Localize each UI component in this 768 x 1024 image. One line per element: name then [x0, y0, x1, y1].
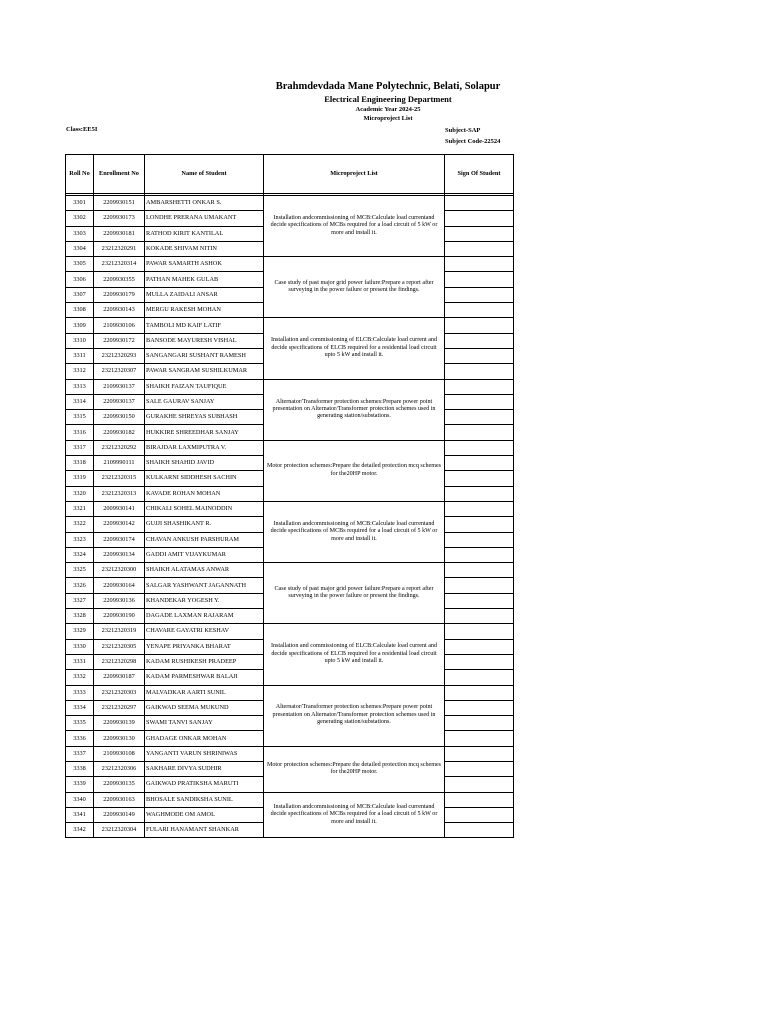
enrollment-no-cell: 23212320306 [94, 761, 145, 776]
student-name-cell: MULLA ZAIDALI ANSAR [145, 287, 264, 302]
roll-no-cell: 3342 [66, 823, 94, 838]
sign-cell[interactable] [445, 761, 514, 776]
sign-cell[interactable] [445, 379, 514, 394]
microproject-cell: Motor protection schemes:Prepare the detailed protection mcq schemes for the20HP motor. [264, 440, 445, 501]
student-name-cell: BHOSALE SANDIKSHA SUNIL [145, 792, 264, 807]
roll-no-cell: 3325 [66, 563, 94, 578]
roll-no-cell: 3338 [66, 761, 94, 776]
enrollment-no-cell: 2209930164 [94, 578, 145, 593]
enrollment-no-cell: 2209930142 [94, 517, 145, 532]
header-enrollment-no: Enrollment No [94, 155, 145, 194]
microproject-cell: Installation and commissioning of ELCB:Calculate load current and decide specifications of ELCB required for a residential load circuit upto 5 kW and install it. [264, 318, 445, 379]
student-name-cell: GUJJI SHASHIKANT R. [145, 517, 264, 532]
roll-no-cell: 3327 [66, 593, 94, 608]
class-label: Class:EE5I [66, 126, 98, 133]
student-name-cell: CHAVAN ANKUSH PARSHURAM [145, 532, 264, 547]
enrollment-no-cell: 2209930181 [94, 226, 145, 241]
sign-cell[interactable] [445, 226, 514, 241]
enrollment-no-cell: 2209930143 [94, 303, 145, 318]
roll-no-cell: 3317 [66, 440, 94, 455]
enrollment-no-cell: 2109930106 [94, 318, 145, 333]
student-name-cell: KOKADE SHIVAM NITIN [145, 241, 264, 256]
student-name-cell: GAIKWAD PRATIKSHA MARUTI [145, 777, 264, 792]
table-row [66, 563, 514, 578]
table-row [66, 685, 514, 700]
roll-no-cell: 3320 [66, 486, 94, 501]
institute-title: Brahmdevdada Mane Polytechnic, Belati, Solapur [275, 81, 501, 92]
student-name-cell: SAKHARE DIVYA SUDHIR [145, 761, 264, 776]
roll-no-cell: 3321 [66, 501, 94, 516]
subject-code-label: Subject Code-22524 [445, 138, 501, 145]
roll-no-cell: 3337 [66, 746, 94, 761]
header-roll-no: Roll No [66, 155, 94, 194]
enrollment-no-cell: 2209930163 [94, 792, 145, 807]
roll-no-cell: 3312 [66, 364, 94, 379]
student-name-cell: WAGHMODE OM AMOL [145, 807, 264, 822]
sign-cell[interactable] [445, 486, 514, 501]
student-name-cell: SHAIKH ALATAMAS ANWAR [145, 563, 264, 578]
enrollment-no-cell: 23212320304 [94, 823, 145, 838]
enrollment-no-cell: 2209930190 [94, 609, 145, 624]
student-name-cell: GADDI AMIT VIJAYKUMAR [145, 547, 264, 562]
roll-no-cell: 3311 [66, 348, 94, 363]
enrollment-no-cell: 2209930139 [94, 716, 145, 731]
sign-cell[interactable] [445, 609, 514, 624]
sign-cell[interactable] [445, 303, 514, 318]
roll-no-cell: 3341 [66, 807, 94, 822]
student-name-cell: GURAKHE SHREYAS SUBHASH [145, 410, 264, 425]
sign-cell[interactable] [445, 670, 514, 685]
roll-no-cell: 3304 [66, 241, 94, 256]
enrollment-no-cell: 2209930182 [94, 425, 145, 440]
microproject-cell: Case study of past major grid power failure:Prepare a report after surveying in the power failure or present the findings. [264, 257, 445, 318]
table-row [66, 624, 514, 639]
microproject-cell: Alternator/Transformer protection schemes:Prepare power point presentation on Alternator/Transformer protection schemes used in generating station/substations. [264, 379, 445, 440]
header-name: Name of Student [145, 155, 264, 194]
enrollment-no-cell: 2209930150 [94, 410, 145, 425]
roll-no-cell: 3316 [66, 425, 94, 440]
department-title: Electrical Engineering Department [324, 94, 452, 104]
student-name-cell: PAWAR SANGRAM SUSHILKUMAR [145, 364, 264, 379]
sign-cell[interactable] [445, 639, 514, 654]
sign-cell[interactable] [445, 287, 514, 302]
roll-no-cell: 3314 [66, 394, 94, 409]
student-name-cell: KULKARNI SIDDHESH SACHIN [145, 471, 264, 486]
enrollment-no-cell: 2109930108 [94, 746, 145, 761]
roll-no-cell: 3315 [66, 410, 94, 425]
enrollment-no-cell: 2109990111 [94, 456, 145, 471]
student-name-cell: SHAIKH SHAHID JAVID [145, 456, 264, 471]
student-name-cell: GHADAGE ONKAR MOHAN [145, 731, 264, 746]
roll-no-cell: 3324 [66, 547, 94, 562]
roll-no-cell: 3340 [66, 792, 94, 807]
table-row [66, 257, 514, 272]
student-name-cell: YANGANTI VARUN SHRINIWAS [145, 746, 264, 761]
student-name-cell: BIRAJDAR LAXMIPUTRA V. [145, 440, 264, 455]
sign-cell[interactable] [445, 333, 514, 348]
sign-cell[interactable] [445, 624, 514, 639]
sign-cell[interactable] [445, 272, 514, 287]
student-name-cell: KAVADE ROHAN MOHAN [145, 486, 264, 501]
roll-no-cell: 3335 [66, 716, 94, 731]
enrollment-no-cell: 2209930149 [94, 807, 145, 822]
table-body [66, 194, 514, 838]
sign-cell[interactable] [445, 440, 514, 455]
table-row [66, 196, 514, 211]
student-name-cell: PAWAR SAMARTH ASHOK [145, 257, 264, 272]
enrollment-no-cell: 2209930187 [94, 670, 145, 685]
header-microproject: Microproject List [264, 155, 445, 194]
sign-cell[interactable] [445, 700, 514, 715]
student-name-cell: HUKKIRE SHREEDHAR SANJAY [145, 425, 264, 440]
sign-cell[interactable] [445, 196, 514, 211]
student-name-cell: SHAIKH FAIZAN TAUFIQUE [145, 379, 264, 394]
roll-no-cell: 3322 [66, 517, 94, 532]
sign-cell[interactable] [445, 746, 514, 761]
enrollment-no-cell: 23212320293 [94, 348, 145, 363]
enrollment-no-cell: 23212320305 [94, 639, 145, 654]
enrollment-no-cell: 2209930151 [94, 196, 145, 211]
sign-cell[interactable] [445, 563, 514, 578]
roll-no-cell: 3319 [66, 471, 94, 486]
student-name-cell: SANGANGARI SUSHANT RAMESH [145, 348, 264, 363]
sign-cell[interactable] [445, 471, 514, 486]
sign-cell[interactable] [445, 241, 514, 256]
microproject-cell: Case study of past major grid power failure:Prepare a report after surveying in the power failure or present the findings. [264, 563, 445, 624]
enrollment-no-cell: 2209930173 [94, 211, 145, 226]
enrollment-no-cell: 23212320291 [94, 241, 145, 256]
table-row [66, 379, 514, 394]
enrollment-no-cell: 23212320315 [94, 471, 145, 486]
enrollment-no-cell: 23212320292 [94, 440, 145, 455]
table-header-row [66, 155, 514, 194]
student-name-cell: CHIKALI SOHEL MAINODDIN [145, 501, 264, 516]
table-row [66, 746, 514, 761]
enrollment-no-cell: 2209930179 [94, 287, 145, 302]
roll-no-cell: 3333 [66, 685, 94, 700]
sign-cell[interactable] [445, 593, 514, 608]
sign-cell[interactable] [445, 394, 514, 409]
enrollment-no-cell: 2209930355 [94, 272, 145, 287]
enrollment-no-cell: 2109930137 [94, 379, 145, 394]
student-name-cell: BANSODE MAYURESH VISHAL [145, 333, 264, 348]
student-name-cell: PATHAN MAHEK GULAB [145, 272, 264, 287]
roll-no-cell: 3329 [66, 624, 94, 639]
enrollment-no-cell: 2209930172 [94, 333, 145, 348]
student-name-cell: LONDHE PRERANA UMAKANT [145, 211, 264, 226]
roll-no-cell: 3306 [66, 272, 94, 287]
student-name-cell: RATHOD KIRIT KANTILAL [145, 226, 264, 241]
roll-no-cell: 3310 [66, 333, 94, 348]
sign-cell[interactable] [445, 211, 514, 226]
enrollment-no-cell: 23212320303 [94, 685, 145, 700]
microproject-cell: Installation and commissioning of ELCB:Calculate load current and decide specifications of ELCB required for a residential load circuit upto 5 kW and install it. [264, 624, 445, 685]
student-name-cell: CHAVARE GAYATRI KESHAV [145, 624, 264, 639]
sign-cell[interactable] [445, 364, 514, 379]
student-name-cell: KADAM PARMESHWAR BALAJI [145, 670, 264, 685]
student-name-cell: KHANDEKAR YOGESH Y. [145, 593, 264, 608]
enrollment-no-cell: 23212320298 [94, 654, 145, 669]
microproject-cell: Installation andcommissioning of MCB:Calculate load currentand decide specifications of MCBs required for a load circuit of 5 kW or more and install it. [264, 792, 445, 838]
roll-no-cell: 3330 [66, 639, 94, 654]
student-name-cell: FULARI HANAMANT SHANKAR [145, 823, 264, 838]
roll-no-cell: 3326 [66, 578, 94, 593]
student-name-cell: MALVADKAR AARTI SUNIL [145, 685, 264, 700]
roll-no-cell: 3301 [66, 196, 94, 211]
enrollment-no-cell: 2009930141 [94, 501, 145, 516]
student-name-cell: SWAMI TANVI SANJAY [145, 716, 264, 731]
roll-no-cell: 3332 [66, 670, 94, 685]
enrollment-no-cell: 2209930137 [94, 394, 145, 409]
sign-cell[interactable] [445, 731, 514, 746]
sign-cell[interactable] [445, 348, 514, 363]
enrollment-no-cell: 2209930134 [94, 547, 145, 562]
enrollment-no-cell: 23212320314 [94, 257, 145, 272]
enrollment-no-cell: 2209930136 [94, 593, 145, 608]
academic-year: Academic Year 2024-25 [355, 106, 421, 113]
sign-cell[interactable] [445, 547, 514, 562]
sign-cell[interactable] [445, 654, 514, 669]
roll-no-cell: 3323 [66, 532, 94, 547]
roll-no-cell: 3308 [66, 303, 94, 318]
enrollment-no-cell: 23212320297 [94, 700, 145, 715]
roll-no-cell: 3303 [66, 226, 94, 241]
microproject-cell: Installation andcommissioning of MCB:Calculate load currentand decide specifications of MCBs required for a load circuit of 5 kW or more and install it. [264, 501, 445, 562]
roll-no-cell: 3313 [66, 379, 94, 394]
roll-no-cell: 3305 [66, 257, 94, 272]
student-name-cell: KADAM RUSHIKESH PRADEEP [145, 654, 264, 669]
student-name-cell: AMBARSHETTI ONKAR S. [145, 196, 264, 211]
roll-no-cell: 3328 [66, 609, 94, 624]
sign-cell[interactable] [445, 456, 514, 471]
sign-cell[interactable] [445, 257, 514, 272]
student-name-cell: TAMBOLI MD KAIF LATIF [145, 318, 264, 333]
enrollment-no-cell: 2209930135 [94, 777, 145, 792]
roll-no-cell: 3307 [66, 287, 94, 302]
student-name-cell: MERGU RAKESH MOHAN [145, 303, 264, 318]
enrollment-no-cell: 23212320300 [94, 563, 145, 578]
sign-cell[interactable] [445, 425, 514, 440]
student-name-cell: DAGADE LAXMAN RAJARAM [145, 609, 264, 624]
table-row [66, 501, 514, 516]
sign-cell[interactable] [445, 777, 514, 792]
student-name-cell: SALGAR YASHWANT JAGANNATH [145, 578, 264, 593]
enrollment-no-cell: 23212320307 [94, 364, 145, 379]
enrollment-no-cell: 23212320313 [94, 486, 145, 501]
microproject-cell: Alternator/Transformer protection schemes:Prepare power point presentation on Alternator/Transformer protection schemes used in generating station/substations. [264, 685, 445, 746]
student-name-cell: SALE GAURAV SANJAY [145, 394, 264, 409]
sign-cell[interactable] [445, 532, 514, 547]
sign-cell[interactable] [445, 410, 514, 425]
sign-cell[interactable] [445, 792, 514, 807]
roll-no-cell: 3336 [66, 731, 94, 746]
student-name-cell: YENAPE PRIYANKA BHARAT [145, 639, 264, 654]
list-title: Microproject List [363, 115, 413, 122]
sign-cell[interactable] [445, 318, 514, 333]
microproject-table [65, 154, 514, 838]
table-row [66, 440, 514, 455]
roll-no-cell: 3331 [66, 654, 94, 669]
sign-cell[interactable] [445, 685, 514, 700]
header-sign: Sign Of Student [445, 155, 514, 194]
sign-cell[interactable] [445, 578, 514, 593]
microproject-cell: Motor protection schemes:Prepare the detailed protection mcq schemes for the20HP motor. [264, 746, 445, 792]
roll-no-cell: 3334 [66, 700, 94, 715]
subject-label: Subject-SAP [445, 127, 481, 134]
roll-no-cell: 3302 [66, 211, 94, 226]
sign-cell[interactable] [445, 716, 514, 731]
microproject-cell: Installation andcommissioning of MCB:Calculate load currentand decide specifications of MCBs required for a load circuit of 5 kW or more and install it. [264, 196, 445, 257]
table-row [66, 318, 514, 333]
enrollment-no-cell: 2209930130 [94, 731, 145, 746]
roll-no-cell: 3318 [66, 456, 94, 471]
sign-cell[interactable] [445, 807, 514, 822]
roll-no-cell: 3309 [66, 318, 94, 333]
sign-cell[interactable] [445, 517, 514, 532]
student-name-cell: GAIKWAD SEEMA MUKUND [145, 700, 264, 715]
enrollment-no-cell: 2209930174 [94, 532, 145, 547]
sign-cell[interactable] [445, 823, 514, 838]
roll-no-cell: 3339 [66, 777, 94, 792]
table-row [66, 792, 514, 807]
enrollment-no-cell: 23212320319 [94, 624, 145, 639]
sign-cell[interactable] [445, 501, 514, 516]
